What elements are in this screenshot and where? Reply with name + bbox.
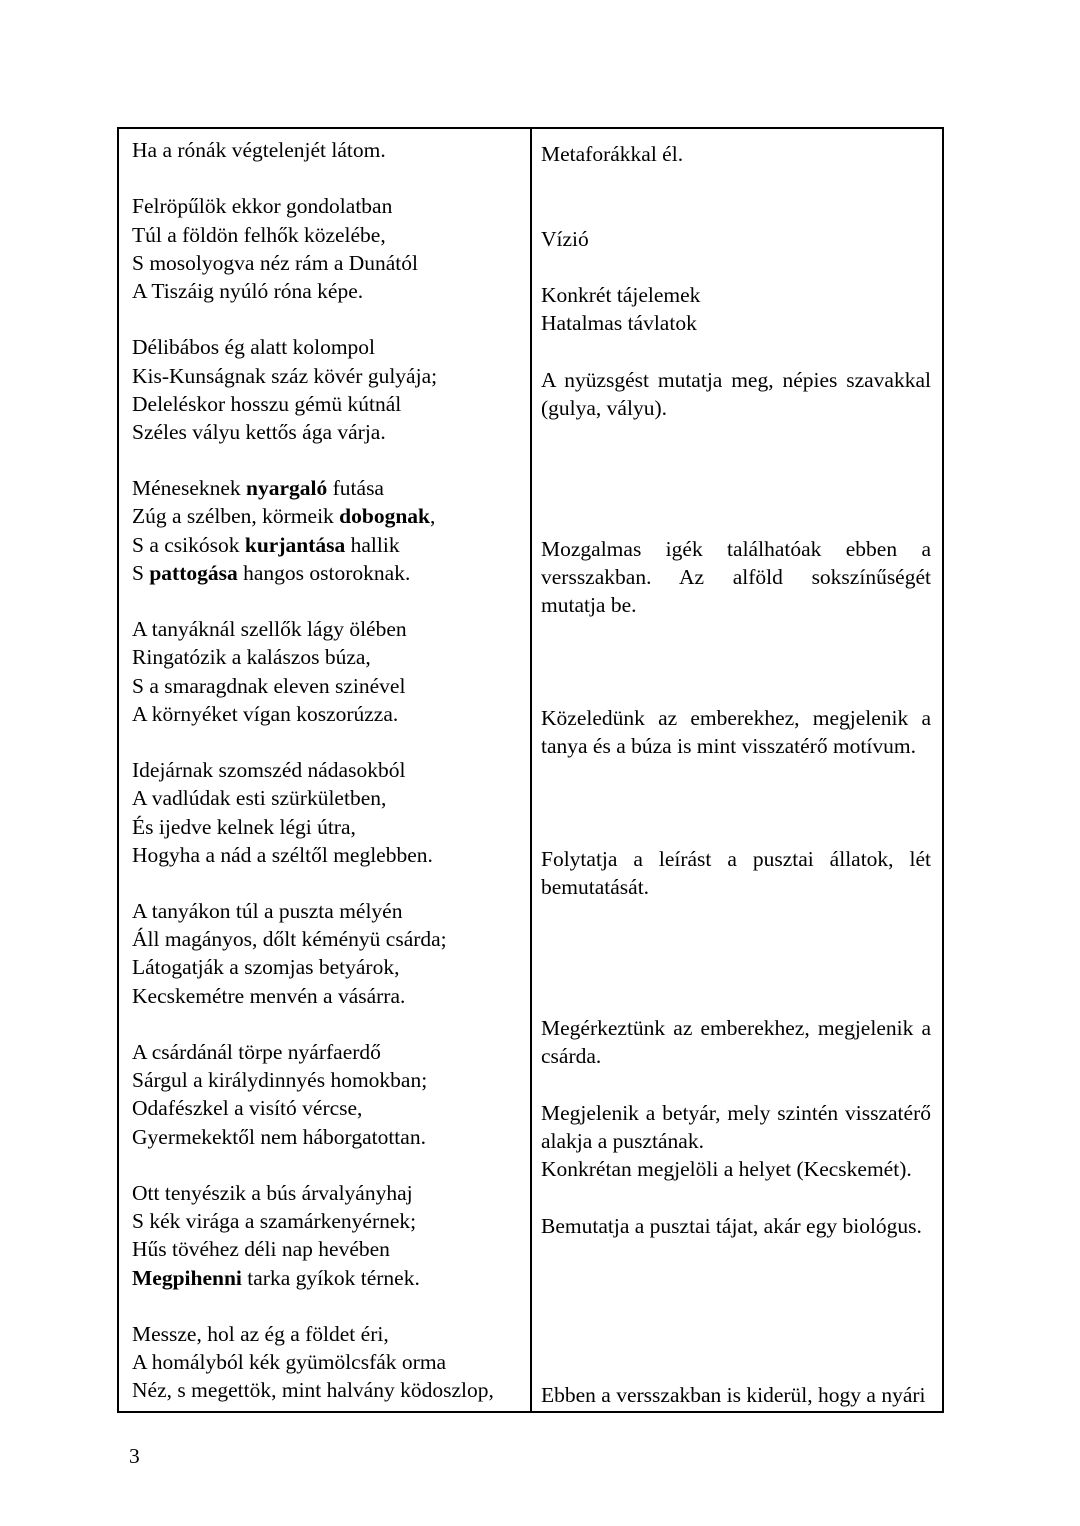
poem-line: [132, 446, 524, 474]
poem-line: Gyermekektől nem háborgatottan.: [132, 1124, 426, 1149]
analysis-note-line: Hatalmas távlatok: [541, 311, 697, 336]
poem-line: Méneseknek nyargaló futása: [132, 476, 384, 501]
poem-line: [132, 1292, 524, 1320]
analysis-note: [541, 1381, 931, 1409]
analysis-note-line: Közeledünk az emberekhez, megjelenik a: [541, 706, 931, 730]
poem-line: A környéket vígan koszorúzza.: [132, 701, 399, 726]
poem-line: S a smaragdnak eleven szinével: [132, 673, 406, 698]
poem-column: [119, 129, 532, 1411]
analysis-note: [541, 1014, 931, 1070]
poem-line: A tanyákon túl a puszta mélyén: [132, 899, 403, 924]
poem-line: [132, 1010, 524, 1038]
poem-line: [132, 587, 524, 615]
poem-line: Látogatják a szomjas betyárok,: [132, 955, 400, 980]
poem-line: A vadlúdak esti szürkületben,: [132, 786, 387, 811]
analysis-note: [541, 281, 931, 309]
poem-line: Áll magányos, dőlt kéményü csárda;: [132, 927, 447, 952]
analysis-note-line: A nyüzsgést mutatja meg, népies szavakkal: [541, 367, 931, 392]
poem-line: És ijedve kelnek légi útra,: [132, 814, 356, 839]
poem-line: Deleléskor hosszu gémü kútnál: [132, 391, 402, 416]
poem-line: S pattogása hangos ostoroknak.: [132, 560, 411, 585]
poem-bold-word: Megpihenni: [132, 1265, 242, 1290]
poem-line: Kecskemétre menvén a vásárra.: [132, 983, 406, 1008]
analysis-note-line: Konkrét tájelemek: [541, 283, 701, 307]
analysis-note-line: Folytatja a leírást a pusztai állatok, lét: [541, 847, 931, 871]
poem-line: Széles vályu kettős ága várja.: [132, 419, 386, 444]
poem-line: [132, 728, 524, 756]
poem-line: Ha a rónák végtelenjét látom.: [132, 138, 386, 162]
poem-line: S kék virága a szamárkenyérnek;: [132, 1209, 417, 1234]
poem-line: Sárgul a királydinnyés homokban;: [132, 1068, 428, 1093]
analysis-note-line: bemutatását.: [541, 875, 650, 900]
analysis-note-line: versszakban. Az alföld sokszínűségét: [541, 565, 931, 589]
analysis-note: [541, 845, 931, 901]
analysis-note: [541, 535, 931, 620]
analysis-column: [532, 129, 942, 1411]
analysis-note-line: csárda.: [541, 1044, 602, 1069]
poem-line: Túl a földön felhők közelébe,: [132, 222, 386, 247]
poem-line: A tanyáknál szellők lágy ölében: [132, 617, 407, 642]
analysis-note-line: Megérkeztünk az emberekhez, megjelenik a: [541, 1016, 931, 1041]
poem-bold-word: dobognak: [339, 504, 431, 529]
poem-line: Hogyha a nád a széltől meglebben.: [132, 842, 433, 867]
analysis-note: [541, 309, 931, 337]
poem-bold-word: nyargaló: [246, 476, 328, 501]
analysis-note-line: Metaforákkal él.: [541, 142, 684, 166]
analysis-note: [541, 366, 931, 422]
poem-line: [132, 164, 524, 192]
poem-line: S a csikósok kurjantása hallik: [132, 532, 400, 557]
analysis-note-line: Konkrétan megjelöli a helyet (Kecskemét).: [541, 1157, 912, 1182]
poem-line: A csárdánál törpe nyárfaerdő: [132, 1040, 381, 1064]
poem-line: A homályból kék gyümölcsfák orma: [132, 1350, 447, 1375]
analysis-note-line: Megjelenik a betyár, mely szintén visszatérő: [541, 1100, 931, 1125]
poem-line: Kis-Kunságnak száz kövér gulyája;: [132, 363, 438, 388]
poem-bold-word: pattogása: [149, 560, 238, 585]
poem-line: Ringatózik a kalászos búza,: [132, 645, 371, 670]
analysis-note-line: Mozgalmas igék találhatóak ebben a: [541, 536, 931, 561]
poem-line: Idejárnak szomszéd nádasokból: [132, 758, 406, 783]
poem-line: Hűs tövéhez déli nap hevében: [132, 1237, 390, 1262]
analysis-note-line: alakja a pusztának.: [541, 1129, 704, 1153]
analysis-note: [541, 225, 931, 253]
analysis-note: [541, 1212, 931, 1240]
poem-line: Felröpűlök ekkor gondolatban: [132, 194, 393, 219]
poem-line: [132, 305, 524, 333]
analysis-note: [541, 704, 931, 760]
analysis-note-line: (gulya, vályu).: [541, 395, 667, 420]
analysis-table: [117, 127, 944, 1413]
page-number: 3: [129, 1444, 140, 1468]
analysis-note-line: Bemutatja a pusztai tájat, akár egy biológus.: [541, 1213, 922, 1238]
analysis-note-line: Vízió: [541, 226, 589, 251]
poem-line: Zúg a szélben, körmeik dobognak,: [132, 504, 436, 529]
analysis-note-line: Ebben a versszakban is kiderül, hogy a nyári: [541, 1382, 926, 1407]
poem-line: Messze, hol az ég a földet éri,: [132, 1321, 389, 1346]
poem-line: S mosolyogva néz rám a Dunától: [132, 250, 419, 275]
poem-line: [132, 1151, 524, 1179]
analysis-note: [541, 140, 931, 168]
analysis-note: [541, 1099, 931, 1155]
poem-line: Délibábos ég alatt kolompol: [132, 335, 376, 360]
analysis-note-line: mutatja be.: [541, 593, 637, 618]
analysis-note: [541, 1155, 931, 1183]
poem-line: A Tiszáig nyúló róna képe.: [132, 278, 364, 303]
poem-line: Megpihenni tarka gyíkok térnek.: [132, 1265, 420, 1290]
analysis-note-line: tanya és a búza is mint visszatérő motívum.: [541, 734, 916, 759]
poem-line: Néz, s megettök, mint halvány ködoszlop,: [132, 1378, 494, 1403]
poem-bold-word: kurjantása: [244, 532, 346, 557]
poem-line: Odafészkel a visító vércse,: [132, 1096, 363, 1121]
poem-line: Ott tenyészik a bús árvalyányhaj: [132, 1180, 413, 1205]
poem-line: [132, 869, 524, 897]
